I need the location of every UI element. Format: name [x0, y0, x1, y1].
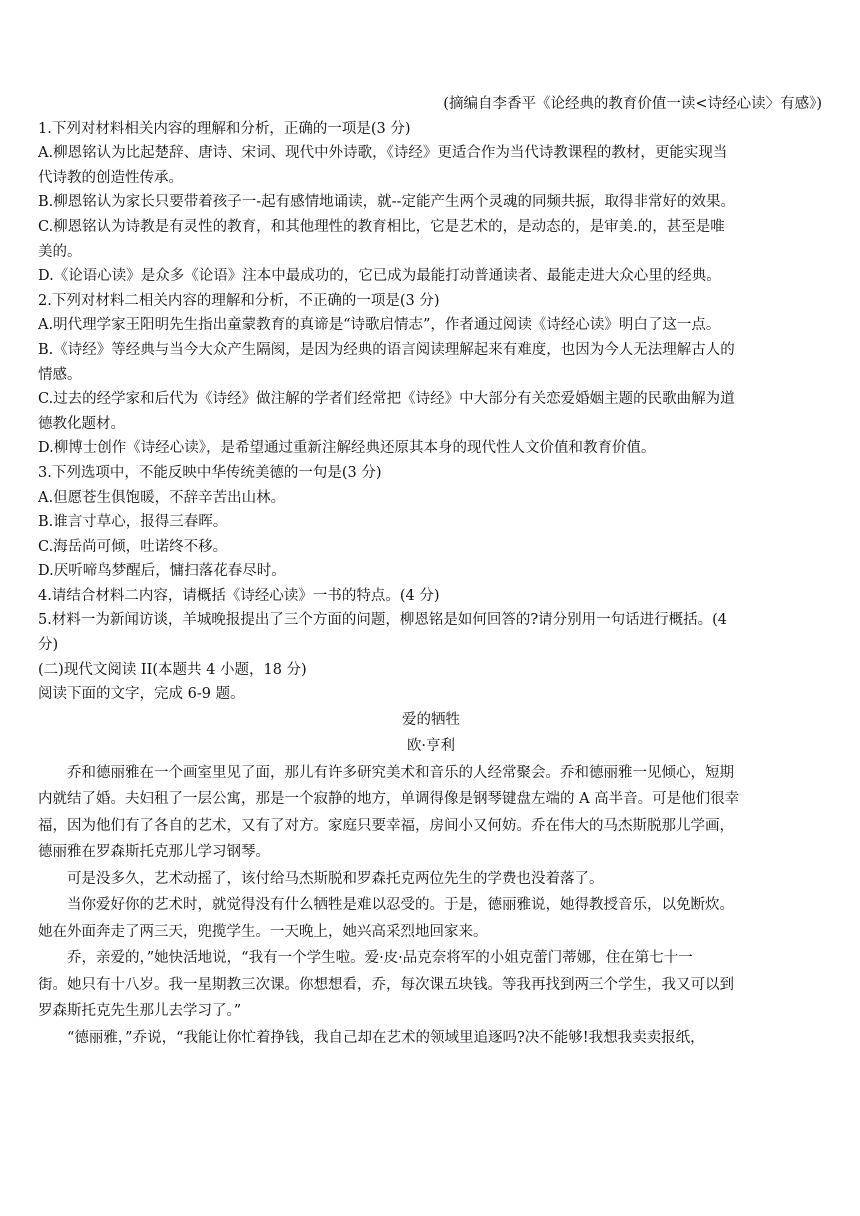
story-paragraph	[38, 892, 824, 945]
question-2-option-d	[38, 436, 824, 461]
section-heading: (二)现代文阅读 II(本题共 4 小题，18 分)	[38, 661, 307, 678]
story-title: 爱的牺牲	[402, 711, 460, 728]
text-line: 可是没多久，艺术动摇了，该付给马杰斯脱和罗森托克两位先生的学费也没着落了。	[67, 870, 604, 887]
text-line: B.《诗经》等经典与当今大众产生隔阂，是因为经典的语言阅读理解起来有难度，也因为今人无法理解古人的	[38, 341, 735, 358]
story-author: 欧·亨利	[406, 738, 456, 755]
text-line: 3.下列选项中，不能反映中华传统美德的一句是(3 分)	[38, 464, 382, 481]
text-line: 内就结了婚。夫妇租了一层公寓，那是一个寂静的地方，单调得像是钢琴键盘左端的 A 高半音。可是他们很幸	[38, 791, 740, 808]
text-line: D.柳博士创作《诗经心读》，是希望通过重新注解经典还原其本身的现代性人文价值和教育价值。	[38, 440, 656, 457]
text-line: D.厌听啼鸟梦醒后，慵扫落花春尽时。	[38, 563, 286, 580]
story-paragraph	[38, 866, 824, 893]
text-line: A.柳恩铭认为比起楚辞、唐诗、宋词、现代中外诗歌，《诗经》更适合作为当代诗教课程的教材，更能实现当	[38, 145, 728, 162]
text-line: A.明代理学家王阳明先生指出童蒙教育的真谛是“诗歌启情志”，作者通过阅读《诗经心读》明白了这一点。	[38, 317, 721, 334]
text-line: B.谁言寸草心，报得三春晖。	[38, 514, 228, 531]
question-3-option-c	[38, 535, 824, 560]
question-2-option-c	[38, 387, 824, 436]
question-2-option-a	[38, 313, 824, 338]
text-line: 德教化题材。	[38, 415, 125, 432]
story-paragraph	[38, 1025, 824, 1052]
question-list	[38, 117, 824, 658]
story-paragraph	[38, 760, 824, 866]
question-4-stem	[38, 584, 824, 609]
text-line: 4.请结合材料二内容，请概括《诗经心读》一书的特点。(4 分)	[38, 587, 440, 604]
text-line: 代诗教的创造性传承。	[38, 169, 183, 186]
text-line: C.柳恩铭认为诗教是有灵性的教育，和其他理性的教育相比，它是艺术的，是动态的，是审美.的，甚至是唯	[38, 218, 725, 235]
text-line: 美的。	[38, 243, 82, 260]
text-line: 福，因为他们有了各自的艺术，又有了对方。家庭只要幸福，房间小又何妨。乔在伟大的马杰斯脱那儿学画，	[38, 817, 734, 834]
text-line: 乔，亲爱的，”她快活地说，“我有一个学生啦。爱·皮·品克奈将军的小姐克蕾门蒂娜，住在第七十一	[67, 950, 693, 967]
question-3-option-d	[38, 559, 824, 584]
question-1-option-b	[38, 190, 824, 215]
question-3-option-b	[38, 510, 824, 535]
exam-page	[38, 92, 824, 1051]
text-line: 分)	[38, 637, 59, 654]
question-2-stem	[38, 289, 824, 314]
story	[38, 707, 824, 1052]
source-note: (摘编自李香平《论经典的教育价值一读<诗经心读〉有感》)	[443, 96, 822, 112]
question-1-option-a	[38, 141, 824, 190]
text-line: A.但愿苍生俱饱暖，不辞辛苦出山林。	[38, 489, 286, 506]
question-1-stem	[38, 117, 824, 142]
text-line: 街。她只有十八岁。我一星期教三次课。你想想看，乔，每次课五块钱。等我再找到两三个学生，我又可以到	[38, 976, 734, 993]
question-3-stem	[38, 461, 824, 486]
text-line: 5.材料一为新闻访谈，羊城晚报提出了三个方面的问题，柳恩铭是如何回答的?请分别用一句话进行概括。(4	[38, 612, 727, 629]
text-line: 2.下列对材料二相关内容的理解和分析，不正确的一项是(3 分)	[38, 292, 440, 309]
text-line: D.《论语心读》是众多《论语》注本中最成功的，它已成为最能打动普通读者、最能走进大众心里的经典。	[38, 268, 721, 285]
text-line: C.海岳尚可倾，吐诺终不移。	[38, 538, 228, 555]
text-line: 情感。	[38, 366, 82, 383]
text-line: C.过去的经学家和后代为《诗经》做注解的学者们经常把《诗经》中大部分有关恋爱婚姻主题的民歌曲解为道	[38, 391, 735, 408]
question-5-stem	[38, 608, 824, 657]
text-line: B.柳恩铭认为家长只要带着孩子一-起有感情地诵读，就--定能产生两个灵魂的同频共振，取得非常好的效果。	[38, 194, 735, 211]
question-1-option-d	[38, 264, 824, 289]
question-1-option-c	[38, 215, 824, 264]
section-instruction: 阅读下面的文字，完成 6-9 题。	[38, 686, 245, 703]
text-line: 1.下列对材料相关内容的理解和分析，正确的一项是(3 分)	[38, 120, 411, 137]
text-line: 她在外面奔走了两三天，兜揽学生。一天晚上，她兴高采烈地回家来。	[38, 923, 488, 940]
story-paragraph	[38, 945, 824, 1025]
text-line: 当你爱好你的艺术时，就觉得没有什么牺牲是难以忍受的。于是，德丽雅说，她得教授音乐，以免断炊。	[67, 897, 734, 914]
text-line: 乔和德丽雅在一个画室里见了面，那儿有许多研究美术和音乐的人经常聚会。乔和德丽雅一见倾心，短期	[67, 764, 734, 781]
text-line: 罗森斯托克先生那儿去学习了。”	[38, 1003, 242, 1020]
text-line: 德丽雅在罗森斯托克那儿学习钢琴。	[38, 844, 270, 861]
question-2-option-b	[38, 338, 824, 387]
question-3-option-a	[38, 486, 824, 511]
text-line: “德丽雅，”乔说，“我能让你忙着挣钱，我自己却在艺术的领域里追逐吗?决不能够!我想我卖卖报纸，	[67, 1029, 705, 1046]
